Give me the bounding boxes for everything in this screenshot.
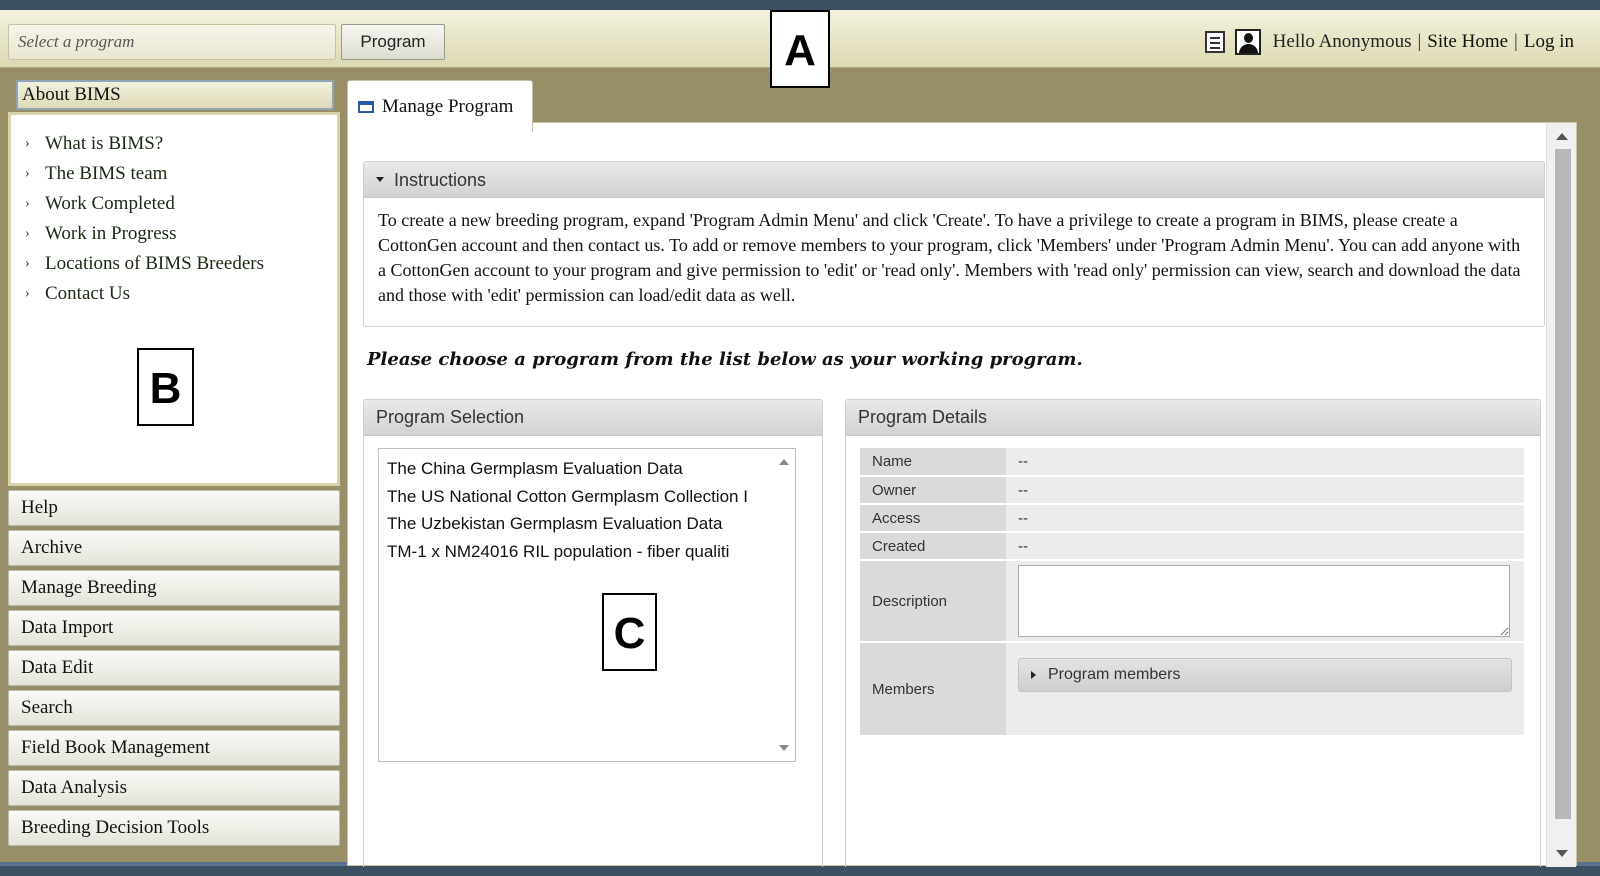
sidebar-item-search[interactable]: Search [8,690,340,726]
main-panel [347,122,1577,866]
program-list[interactable] [378,448,796,762]
window-icon [358,101,374,113]
detail-row-access [860,504,1524,532]
program-selection-panel [363,399,823,867]
tab-manage-program[interactable] [347,80,533,132]
detail-row-members [860,642,1524,736]
about-link-locations[interactable]: › Locations of BIMS Breeders [23,249,337,279]
detail-value [1006,642,1524,736]
app-frame [0,10,1600,866]
sidebar-item-data-analysis[interactable]: Data Analysis [8,770,340,806]
sidebar-item-field-book[interactable]: Field Book Management [8,730,340,766]
program-option[interactable]: The Uzbekistan Germplasm Evaluation Data [387,514,723,533]
main-scrollbar[interactable] [1546,123,1576,867]
scroll-down-icon[interactable] [1556,850,1568,857]
program-option[interactable]: The China Germplasm Evaluation Data [387,459,683,478]
greeting-text: Hello Anonymous [1272,31,1412,52]
program-members-toggle[interactable] [1018,658,1512,692]
sidebar-item-archive[interactable]: Archive [8,530,340,566]
sidebar-item-manage-breeding[interactable]: Manage Breeding [8,570,340,606]
instructions-text: To create a new breeding program, expand 'Program Admin Menu' and click 'Create'. To have a privilege to create a program in BIMS, please create a CottonGen account and then contact us. To add or remove members to your program, click 'Members' under 'Program Admin Menu'. You can add anyone with a CottonGen account to your program and give permission to 'edit' or 'read only'. Members with 'read only' permission can view, search and download the data and those with 'edit' permission can load/edit data as well. [378,210,1521,305]
program-details-table [860,448,1524,737]
instructions-header[interactable] [364,162,1544,198]
about-link-bims-team[interactable]: › The BIMS team [23,159,337,189]
user-area [1205,24,1574,60]
sidebar-item-data-edit[interactable]: Data Edit [8,650,340,686]
detail-label: Members [860,642,1006,736]
detail-label: Created [860,532,1006,560]
separator: | [1417,31,1422,52]
program-members-label: Program members [1048,666,1181,683]
program-option[interactable]: TM-1 x NM24016 RIL population - fiber qualiti [387,541,730,561]
detail-label: Name [860,448,1006,476]
sidebar [6,80,340,846]
detail-label: Access [860,504,1006,532]
sidebar-item-breeding-decision-tools[interactable]: Breeding Decision Tools [8,810,340,846]
program-details-title: Program Details [846,400,1540,436]
scroll-thumb[interactable] [1555,149,1571,819]
detail-label: Description [860,560,1006,642]
about-links [23,129,337,309]
detail-value: -- [1006,504,1524,532]
log-in-link[interactable]: Log in [1523,31,1574,52]
sidebar-item-help[interactable]: Help [8,490,340,526]
list-scroll-up-icon[interactable] [779,459,789,465]
scroll-up-icon[interactable] [1556,133,1568,140]
sidebar-item-data-import[interactable]: Data Import [8,610,340,646]
user-icon [1235,29,1261,55]
detail-row-created [860,532,1524,560]
detail-label: Owner [860,476,1006,504]
about-link-what-is-bims[interactable]: › What is BIMS? [23,129,337,159]
detail-value: -- [1006,476,1524,504]
about-bims-panel [8,112,340,486]
callout-label-a: A [770,10,830,88]
instructions-title: Instructions [394,169,487,190]
choose-program-note: Please choose a program from the list below as your working program. [367,349,1083,370]
collapse-arrow-icon [376,177,384,182]
description-textarea[interactable] [1018,565,1510,637]
about-link-work-in-progress[interactable]: › Work in Progress [23,219,337,249]
tab-label: Manage Program [382,95,514,117]
detail-value: -- [1006,448,1524,476]
callout-label-b: B [137,348,194,426]
program-option[interactable]: The US National Cotton Germplasm Collection I [387,486,748,506]
about-bims-header[interactable]: About BIMS [16,80,334,110]
about-link-contact-us[interactable]: › Contact Us [23,279,337,309]
program-select-input[interactable] [8,24,336,60]
program-button[interactable]: Program [341,24,445,60]
program-selection-title: Program Selection [364,400,822,436]
separator: | [1514,31,1518,52]
list-scroll-down-icon[interactable] [779,745,789,751]
expand-arrow-icon [1031,671,1036,679]
about-link-work-completed[interactable]: › Work Completed [23,189,337,219]
list-icon[interactable] [1205,31,1225,53]
site-home-link[interactable]: Site Home [1427,31,1509,52]
program-details-panel [845,399,1541,867]
detail-row-owner [860,476,1524,504]
detail-value: -- [1006,532,1524,560]
detail-row-name [860,448,1524,476]
detail-row-description [860,560,1524,642]
instructions-panel [363,161,1545,327]
callout-label-c: C [602,593,657,671]
detail-value [1006,560,1524,642]
